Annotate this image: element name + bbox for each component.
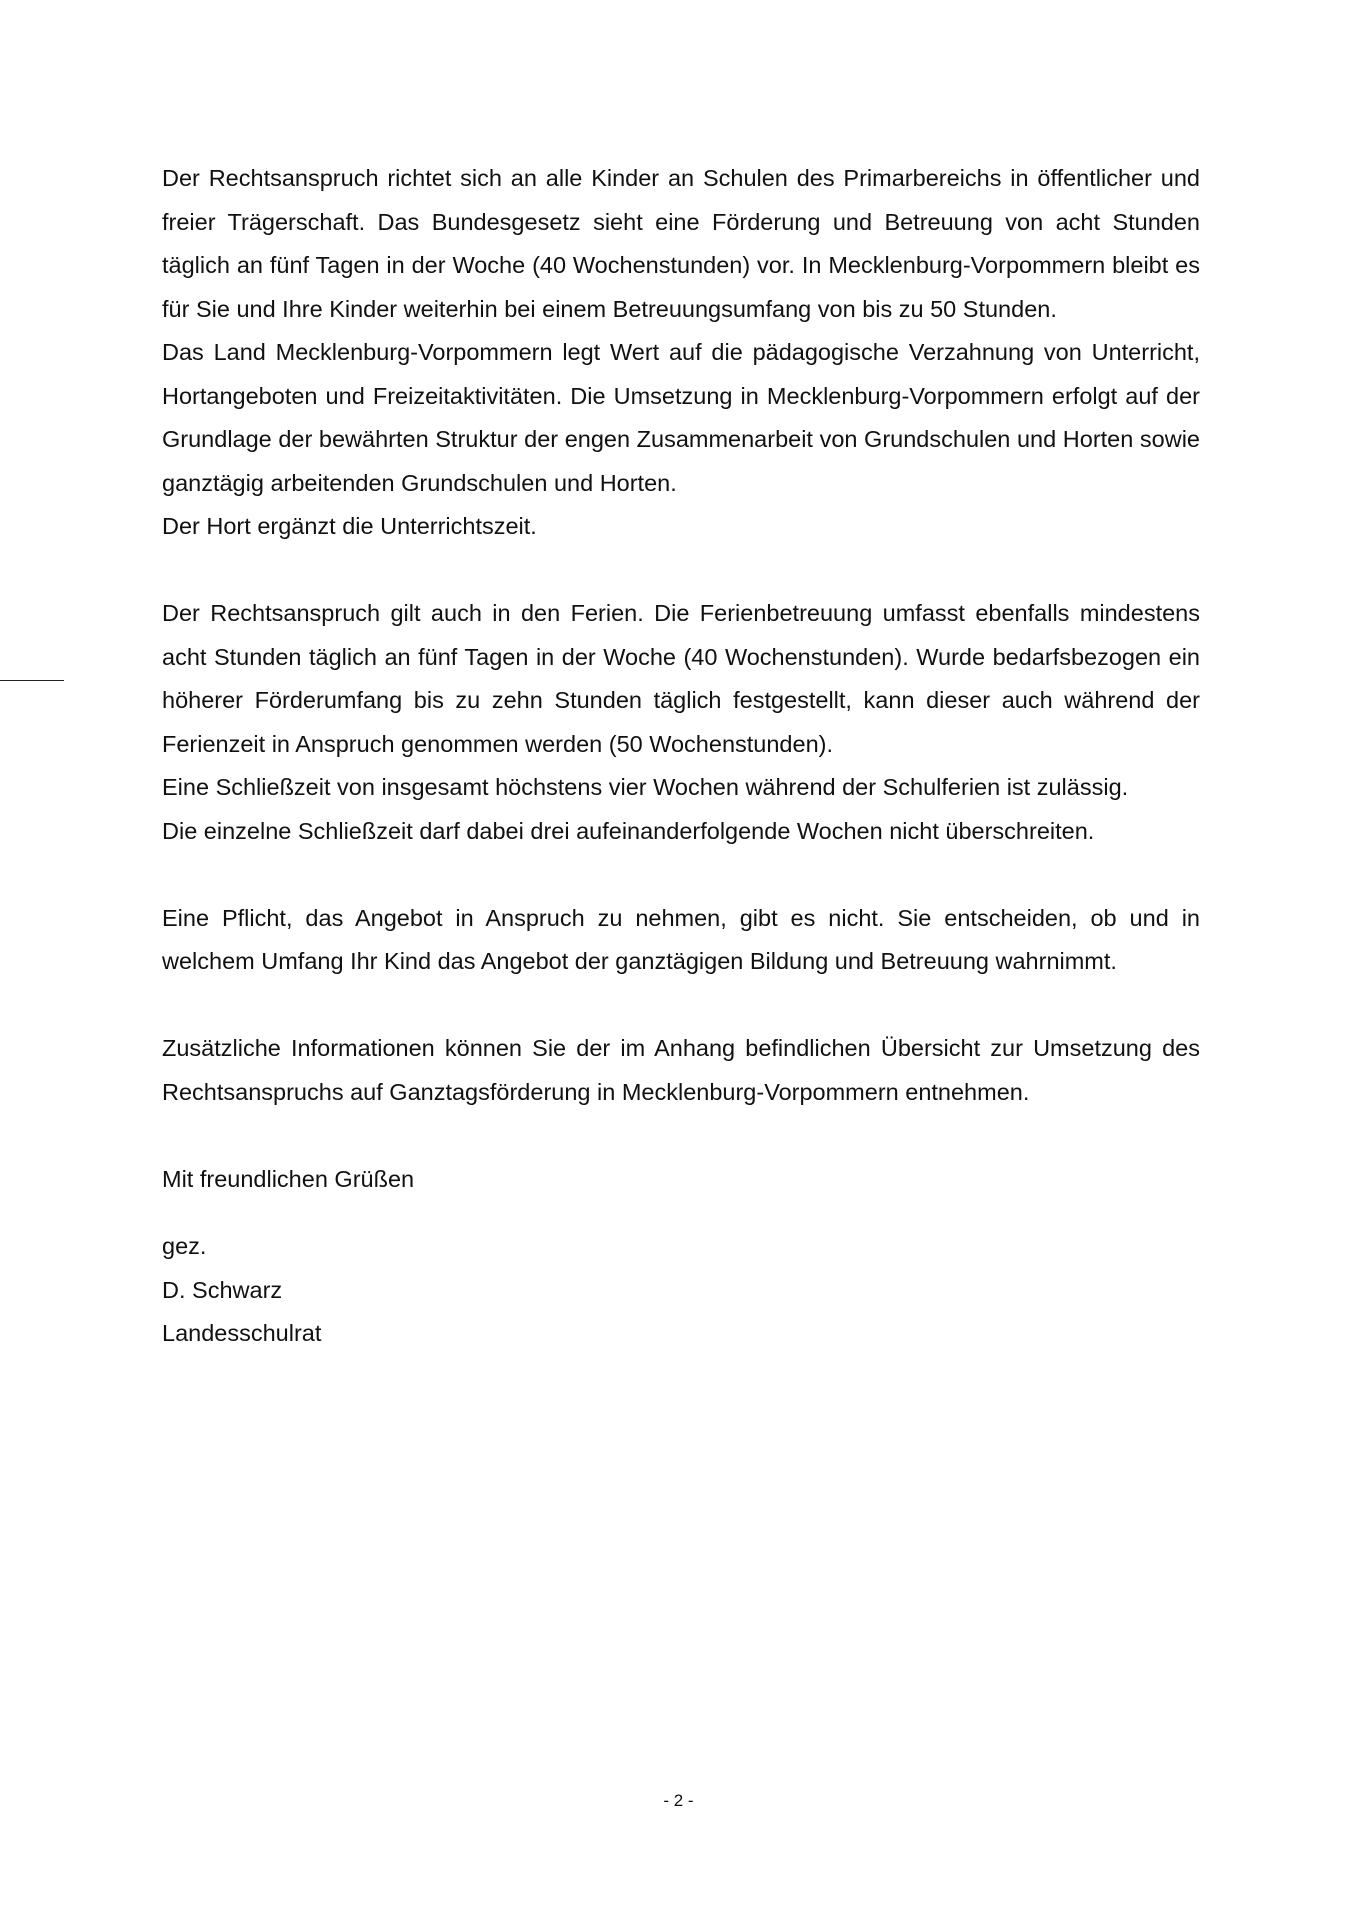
signatory-title: Landesschulrat xyxy=(162,1320,322,1346)
paragraph-hort-supplement: Der Hort ergänzt die Unterrichtszeit. xyxy=(162,513,537,539)
paragraph-legal-claim: Der Rechtsanspruch richtet sich an alle Kinder an Schulen des Primarbereichs in öffentlicher und freier Trägerschaft. Das Bundesgesetz sieht eine Förderung und Betreuung von acht Stunden täglich an fünf Tagen in der Woche (40 Wochenstunden) vor. In Mecklenburg-Vorpommern bleibt es für Sie und Ihre Kinder weiterhin bei einem Betreuungsumfang von bis zu 50 Stunden. xyxy=(162,165,1200,322)
closing-greeting: Mit freundlichen Grüßen xyxy=(162,1165,415,1192)
paragraph-spacer xyxy=(162,1114,1200,1158)
page-number: - 2 - xyxy=(663,1791,694,1810)
signed-marker: gez. xyxy=(162,1233,207,1259)
paragraph-spacer xyxy=(162,853,1200,897)
paragraph-spacer xyxy=(162,984,1200,1028)
paragraph-closure-period: Eine Schließzeit von insgesamt höchstens vier Wochen während der Schulferien ist zulässig. xyxy=(162,774,1129,800)
signatory-name: D. Schwarz xyxy=(162,1276,283,1303)
fold-mark xyxy=(0,680,64,681)
paragraph-pedagogical-integration: Das Land Mecklenburg-Vorpommern legt Wert auf die pädagogische Verzahnung von Unterricht, Hortangeboten und Freizeitaktivitäten. Die Umsetzung in Mecklenburg-Vorpommern erfolgt auf der Grundlage der bewährten Struktur der engen Zusammenarbeit von Grundschulen und Horten sowie ganztägig arbeitenden Grundschulen und Horten. xyxy=(162,339,1200,496)
paragraph-no-obligation: Eine Pflicht, das Angebot in Anspruch zu nehmen, gibt es nicht. Sie entscheiden, ob und in welchem Umfang Ihr Kind das Angebot der ganztägigen Bildung und Betreuung wahrnimmt. xyxy=(162,904,1200,974)
paragraph-spacer xyxy=(162,549,1200,593)
signature-spacer xyxy=(162,1201,1200,1225)
closing-block xyxy=(162,1158,1200,1356)
paragraph-holiday-care: Der Rechtsanspruch gilt auch in den Ferien. Die Ferienbetreuung umfasst ebenfalls mindestens acht Stunden täglich an fünf Tagen in der Woche (40 Wochenstunden). Wurde bedarfsbezogen ein höherer Förderumfang bis zu zehn Stunden täglich festgestellt, kann dieser auch während der Ferienzeit in Anspruch genommen werden (50 Wochenstunden). xyxy=(162,600,1200,757)
paragraph-additional-info: Zusätzliche Informationen können Sie der im Anhang befindlichen Übersicht zur Umsetzung des Rechtsanspruchs auf Ganztagsförderung in Mecklenburg-Vorpommern entnehmen. xyxy=(162,1035,1200,1105)
letter-body xyxy=(162,157,1200,1356)
paragraph-closure-limit: Die einzelne Schließzeit darf dabei drei aufeinanderfolgende Wochen nicht überschreiten. xyxy=(162,817,1095,844)
